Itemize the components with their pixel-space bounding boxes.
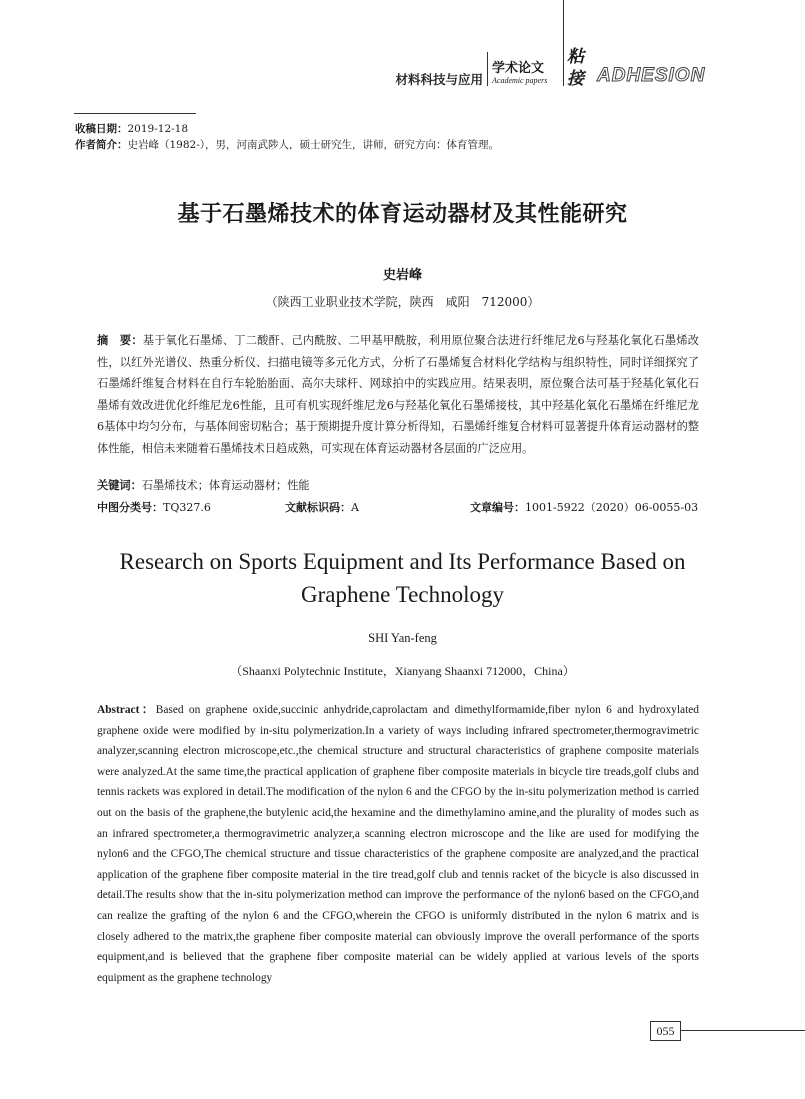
author-intro-value: 史岩峰（1982-），男，河南武陟人，硕士研究生，讲师，研究方向：体育管理。	[127, 139, 500, 151]
keywords-label: 关键词：	[97, 479, 142, 492]
doc-label: 文献标识码：	[285, 501, 351, 514]
author-name-en: SHI Yan-feng	[368, 631, 437, 645]
journal-section: 材料科技与应用	[395, 72, 483, 87]
author-name-cn: 史岩峰	[382, 268, 422, 283]
keywords-text: 石墨烯技术；体育运动器材；性能	[141, 479, 310, 492]
article-number	[470, 499, 698, 515]
page-title-en	[0, 545, 805, 611]
page-title-cn: 基于石墨烯技术的体育运动器材及其性能研究	[177, 202, 628, 227]
clc-number	[97, 499, 211, 515]
doc-code	[285, 499, 359, 515]
page-number: 055	[650, 1021, 681, 1041]
received-label: 收稿日期：	[75, 123, 128, 135]
clc-label: 中图分类号：	[97, 501, 163, 514]
abstract-en-label: Abstract：	[97, 704, 156, 716]
author-intro	[75, 137, 499, 152]
doc-value: A	[351, 501, 359, 514]
header-divider-2	[563, 0, 564, 86]
title-en-line-1: Research on Sports Equipment and Its Performance Based on	[119, 549, 686, 574]
article-value: 1001-5922（2020）06-0055-03	[525, 501, 699, 514]
journal-name-char-2: 接	[567, 69, 584, 89]
author-intro-label: 作者简介：	[75, 139, 128, 151]
affiliation-en: （Shaanxi Polytechnic Institute，Xianyang Shaanxi 712000，China）	[230, 664, 575, 678]
received-date	[75, 121, 188, 136]
affiliation-cn: （陕西工业职业技术学院，陕西 咸阳 712000）	[265, 295, 540, 309]
journal-name-en: ADHESION	[597, 65, 706, 86]
article-label: 文章编号：	[470, 501, 525, 514]
received-value: 2019-12-18	[127, 123, 189, 135]
footer-rule	[681, 1030, 805, 1031]
clc-value: TQ327.6	[163, 501, 211, 514]
abstract-cn-label: 摘 要：	[97, 334, 143, 347]
abstract-cn-text: 基于氧化石墨烯、丁二酸酐、己内酰胺、二甲基甲酰胺，利用原位聚合法进行纤维尼龙6与羟基化氧化石墨烯改性，以红外光谱仪、热重分析仪、扫描电镜等多元化方式，分析了石墨烯复合材料化学结构与组织特性，同时详细探究了石墨烯纤维复合材料在自行车轮胎胎面、高尔夫球杆、网球拍中的实践应用。结果表明，原位聚合法可基于羟基化氧化石墨烯有效改进优化纤维尼龙6性能，且可有机实现纤维尼龙6与羟基化氧化石墨烯接枝，其中羟基化氧化石墨烯在纤维尼龙6基体中均匀分布，与基体间密切粘合；基于预期提升度计算分析得知，石墨烯纤维复合材料可显著提升体育运动器材的整体性能，相信未来随着石墨烯技术日趋成熟，可实现在体育运动器材各层面的广泛应用。	[97, 334, 699, 455]
header-divider	[487, 52, 488, 86]
abstract-en-text: Based on graphene oxide,succinic anhydride,caprolactam and dimethylformamide,fiber nylon 6 and hydroxylated graphene oxide were modified by in-situ polymerization.In a variety of ways including infrared spectrometer,thermogravimetric analyzer,scanning electron microscope,etc.,the chemical structure and structural characteristics of graphene composite materials were analyzed.At the same time,the practical application of graphene fiber composite materials in bicycle tire treads,golf clubs and tennis rackets was explored in detail.The modification of the nylon 6 and the CFGO by the in-situ polymerization method is carried out on the basis of the graphene,the butylenic acid,the hexamine and the dimethylamino amine,and the plurality of modes such as an infrared spectrometer,a thermogravimetric analyzer,a scanning electron microscope and the like are used for modifying the nylon6 and the CFGO,The chemical structure and tissue characteristics of the graphene composite are analyzed,and the practical application of the graphene fiber composite material in the tire tread,golf club and tennis racket of the bicycle is also discussed in detail.The results show that the in-situ polymerization method can improve the performance of the nylon6 based on the CFGO,and can realize the grafting of the nylon 6 and the CFGO,wherein the CFGO is uniformly distributed in the nylon 6 matrix and is closely adhered to the matrix,the graphene fiber composite material can obviously improve the overall performance of the sports equipment,and is believed that the graphene fiber composite material can be widely applied at various levels of the sports equipment as the graphene technology	[97, 704, 699, 984]
header-rule	[74, 113, 196, 114]
journal-name-char-1: 粘	[567, 47, 584, 67]
title-en-line-2: Graphene Technology	[301, 582, 504, 607]
keywords-cn	[97, 477, 310, 493]
abstract-cn	[97, 330, 699, 460]
abstract-en	[97, 700, 699, 988]
category-en: Academic papers	[492, 76, 548, 85]
category-cn: 学术论文	[492, 61, 545, 76]
